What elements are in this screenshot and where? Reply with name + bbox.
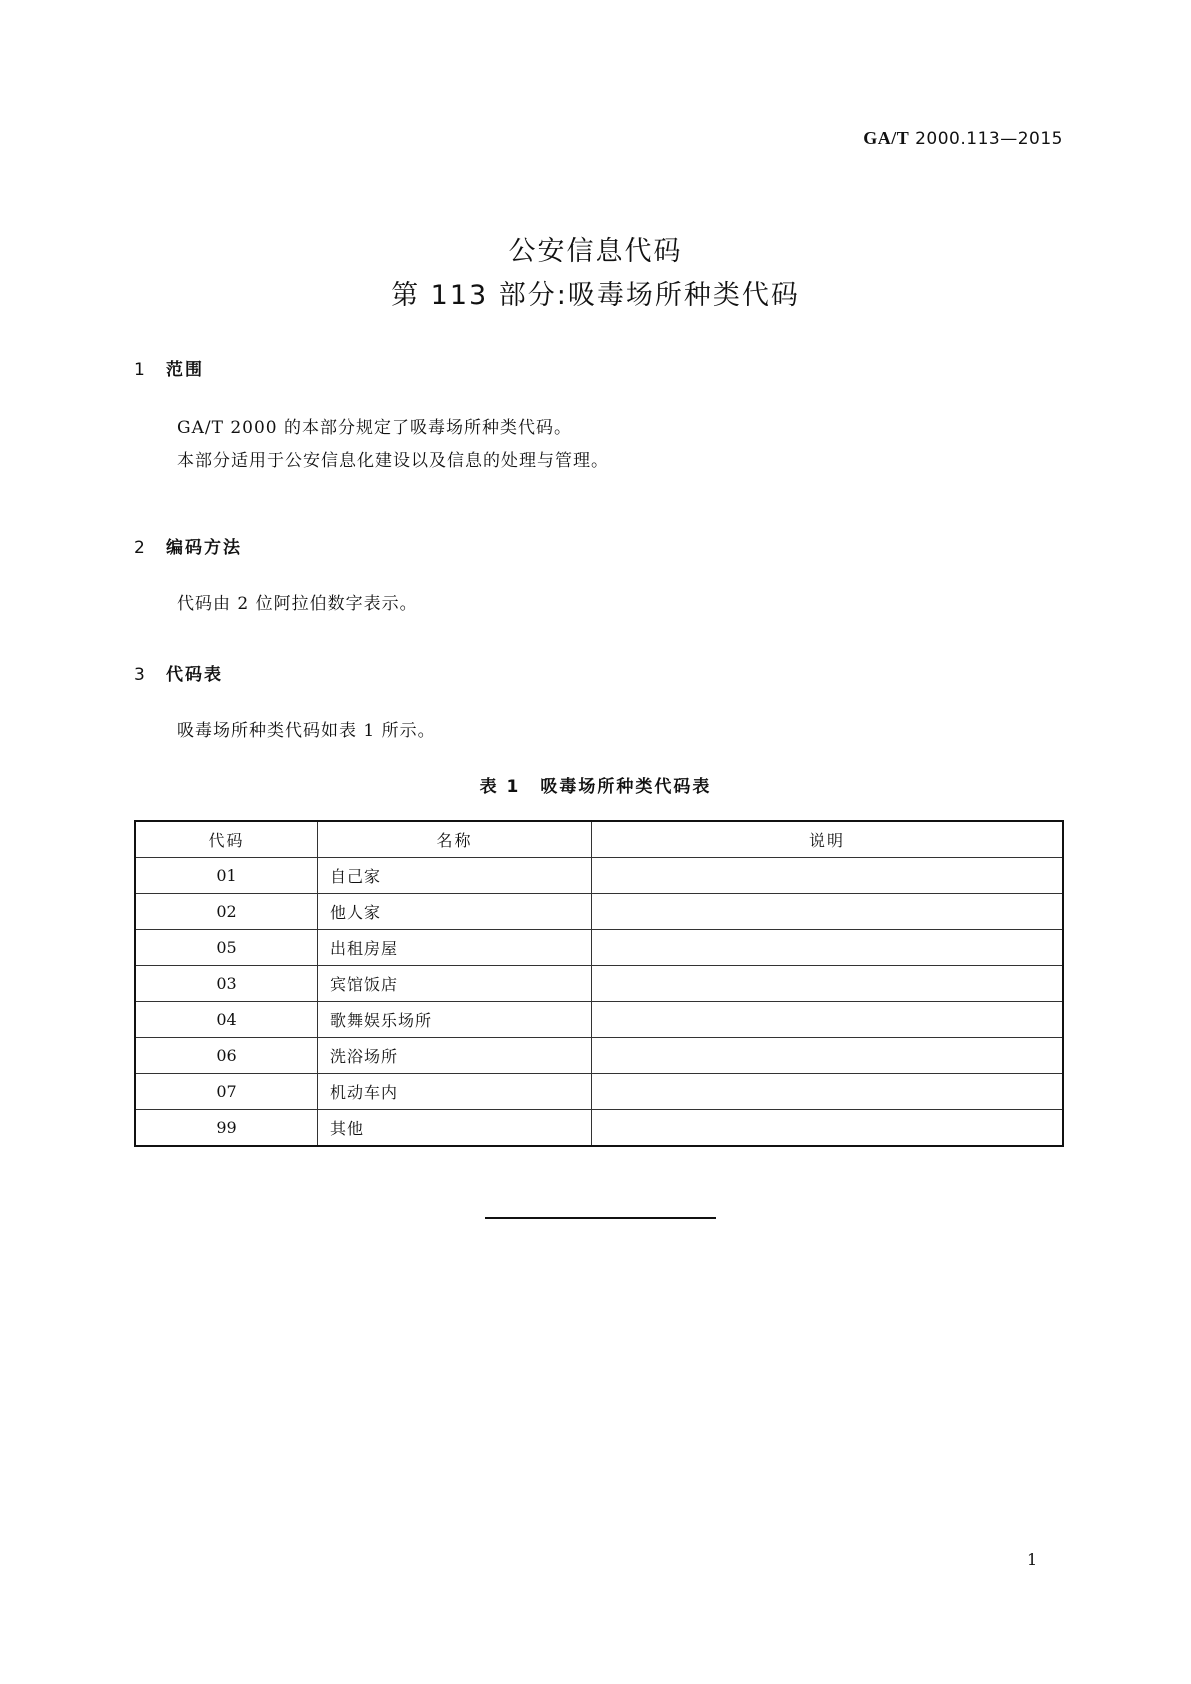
table-row — [135, 894, 1063, 930]
title-line-1: 公安信息代码 — [508, 236, 683, 267]
title-line-2: 第 113 部分:吸毒场所种类代码 — [391, 280, 800, 311]
cell-note — [592, 1074, 1064, 1110]
section-title: 代码表 — [166, 665, 223, 685]
cell-name: 洗浴场所 — [318, 1038, 592, 1074]
document-code-number: 2000.113—2015 — [915, 129, 1063, 149]
section-coding-method-body — [177, 588, 418, 621]
section-number: 2 — [134, 538, 145, 558]
cell-note — [592, 1038, 1064, 1074]
cell-name: 宾馆饭店 — [318, 966, 592, 1002]
table-caption-number: 表 1 — [479, 777, 521, 797]
paragraph: 吸毒场所种类代码如表 1 所示。 — [177, 721, 436, 741]
end-of-standard-rule — [485, 1217, 716, 1219]
paragraph: 本部分适用于公安信息化建设以及信息的处理与管理。 — [177, 451, 609, 471]
table-caption — [0, 772, 1191, 797]
paragraph: GA/T 2000 的本部分规定了吸毒场所种类代码。 — [177, 418, 572, 438]
table-header-row — [135, 821, 1063, 858]
cell-note — [592, 930, 1064, 966]
document-code — [863, 128, 1063, 149]
table-row — [135, 1038, 1063, 1074]
cell-code: 07 — [135, 1074, 318, 1110]
cell-name: 出租房屋 — [318, 930, 592, 966]
cell-code: 02 — [135, 894, 318, 930]
table-row — [135, 1110, 1063, 1147]
paragraph: 代码由 2 位阿拉伯数字表示。 — [177, 594, 418, 614]
table-row — [135, 1074, 1063, 1110]
cell-note — [592, 1110, 1064, 1147]
cell-code: 05 — [135, 930, 318, 966]
section-title: 范围 — [166, 360, 204, 380]
section-title: 编码方法 — [166, 538, 242, 558]
table-row — [135, 858, 1063, 894]
column-header-note: 说明 — [592, 821, 1064, 858]
section-number: 3 — [134, 665, 145, 685]
cell-code: 06 — [135, 1038, 318, 1074]
cell-note — [592, 1002, 1064, 1038]
cell-code: 03 — [135, 966, 318, 1002]
section-heading-code-table — [134, 660, 223, 685]
cell-name: 机动车内 — [318, 1074, 592, 1110]
cell-code: 01 — [135, 858, 318, 894]
column-header-name: 名称 — [318, 821, 592, 858]
table-row — [135, 930, 1063, 966]
cell-note — [592, 966, 1064, 1002]
cell-name: 自己家 — [318, 858, 592, 894]
section-heading-scope — [134, 355, 204, 380]
table-row — [135, 1002, 1063, 1038]
document-code-prefix: GA/T — [863, 128, 910, 148]
section-code-table-body — [177, 715, 436, 748]
cell-name: 歌舞娱乐场所 — [318, 1002, 592, 1038]
table-row — [135, 966, 1063, 1002]
cell-name: 其他 — [318, 1110, 592, 1147]
cell-name: 他人家 — [318, 894, 592, 930]
column-header-code: 代码 — [135, 821, 318, 858]
code-table — [134, 820, 1064, 1147]
cell-code: 99 — [135, 1110, 318, 1147]
cell-code: 04 — [135, 1002, 318, 1038]
cell-note — [592, 894, 1064, 930]
table-caption-title: 吸毒场所种类代码表 — [540, 777, 712, 797]
document-title — [0, 230, 1191, 318]
section-number: 1 — [134, 360, 145, 380]
section-scope-body — [177, 412, 609, 478]
page-number: 1 — [1027, 1550, 1038, 1569]
cell-note — [592, 858, 1064, 894]
section-heading-coding-method — [134, 533, 242, 558]
